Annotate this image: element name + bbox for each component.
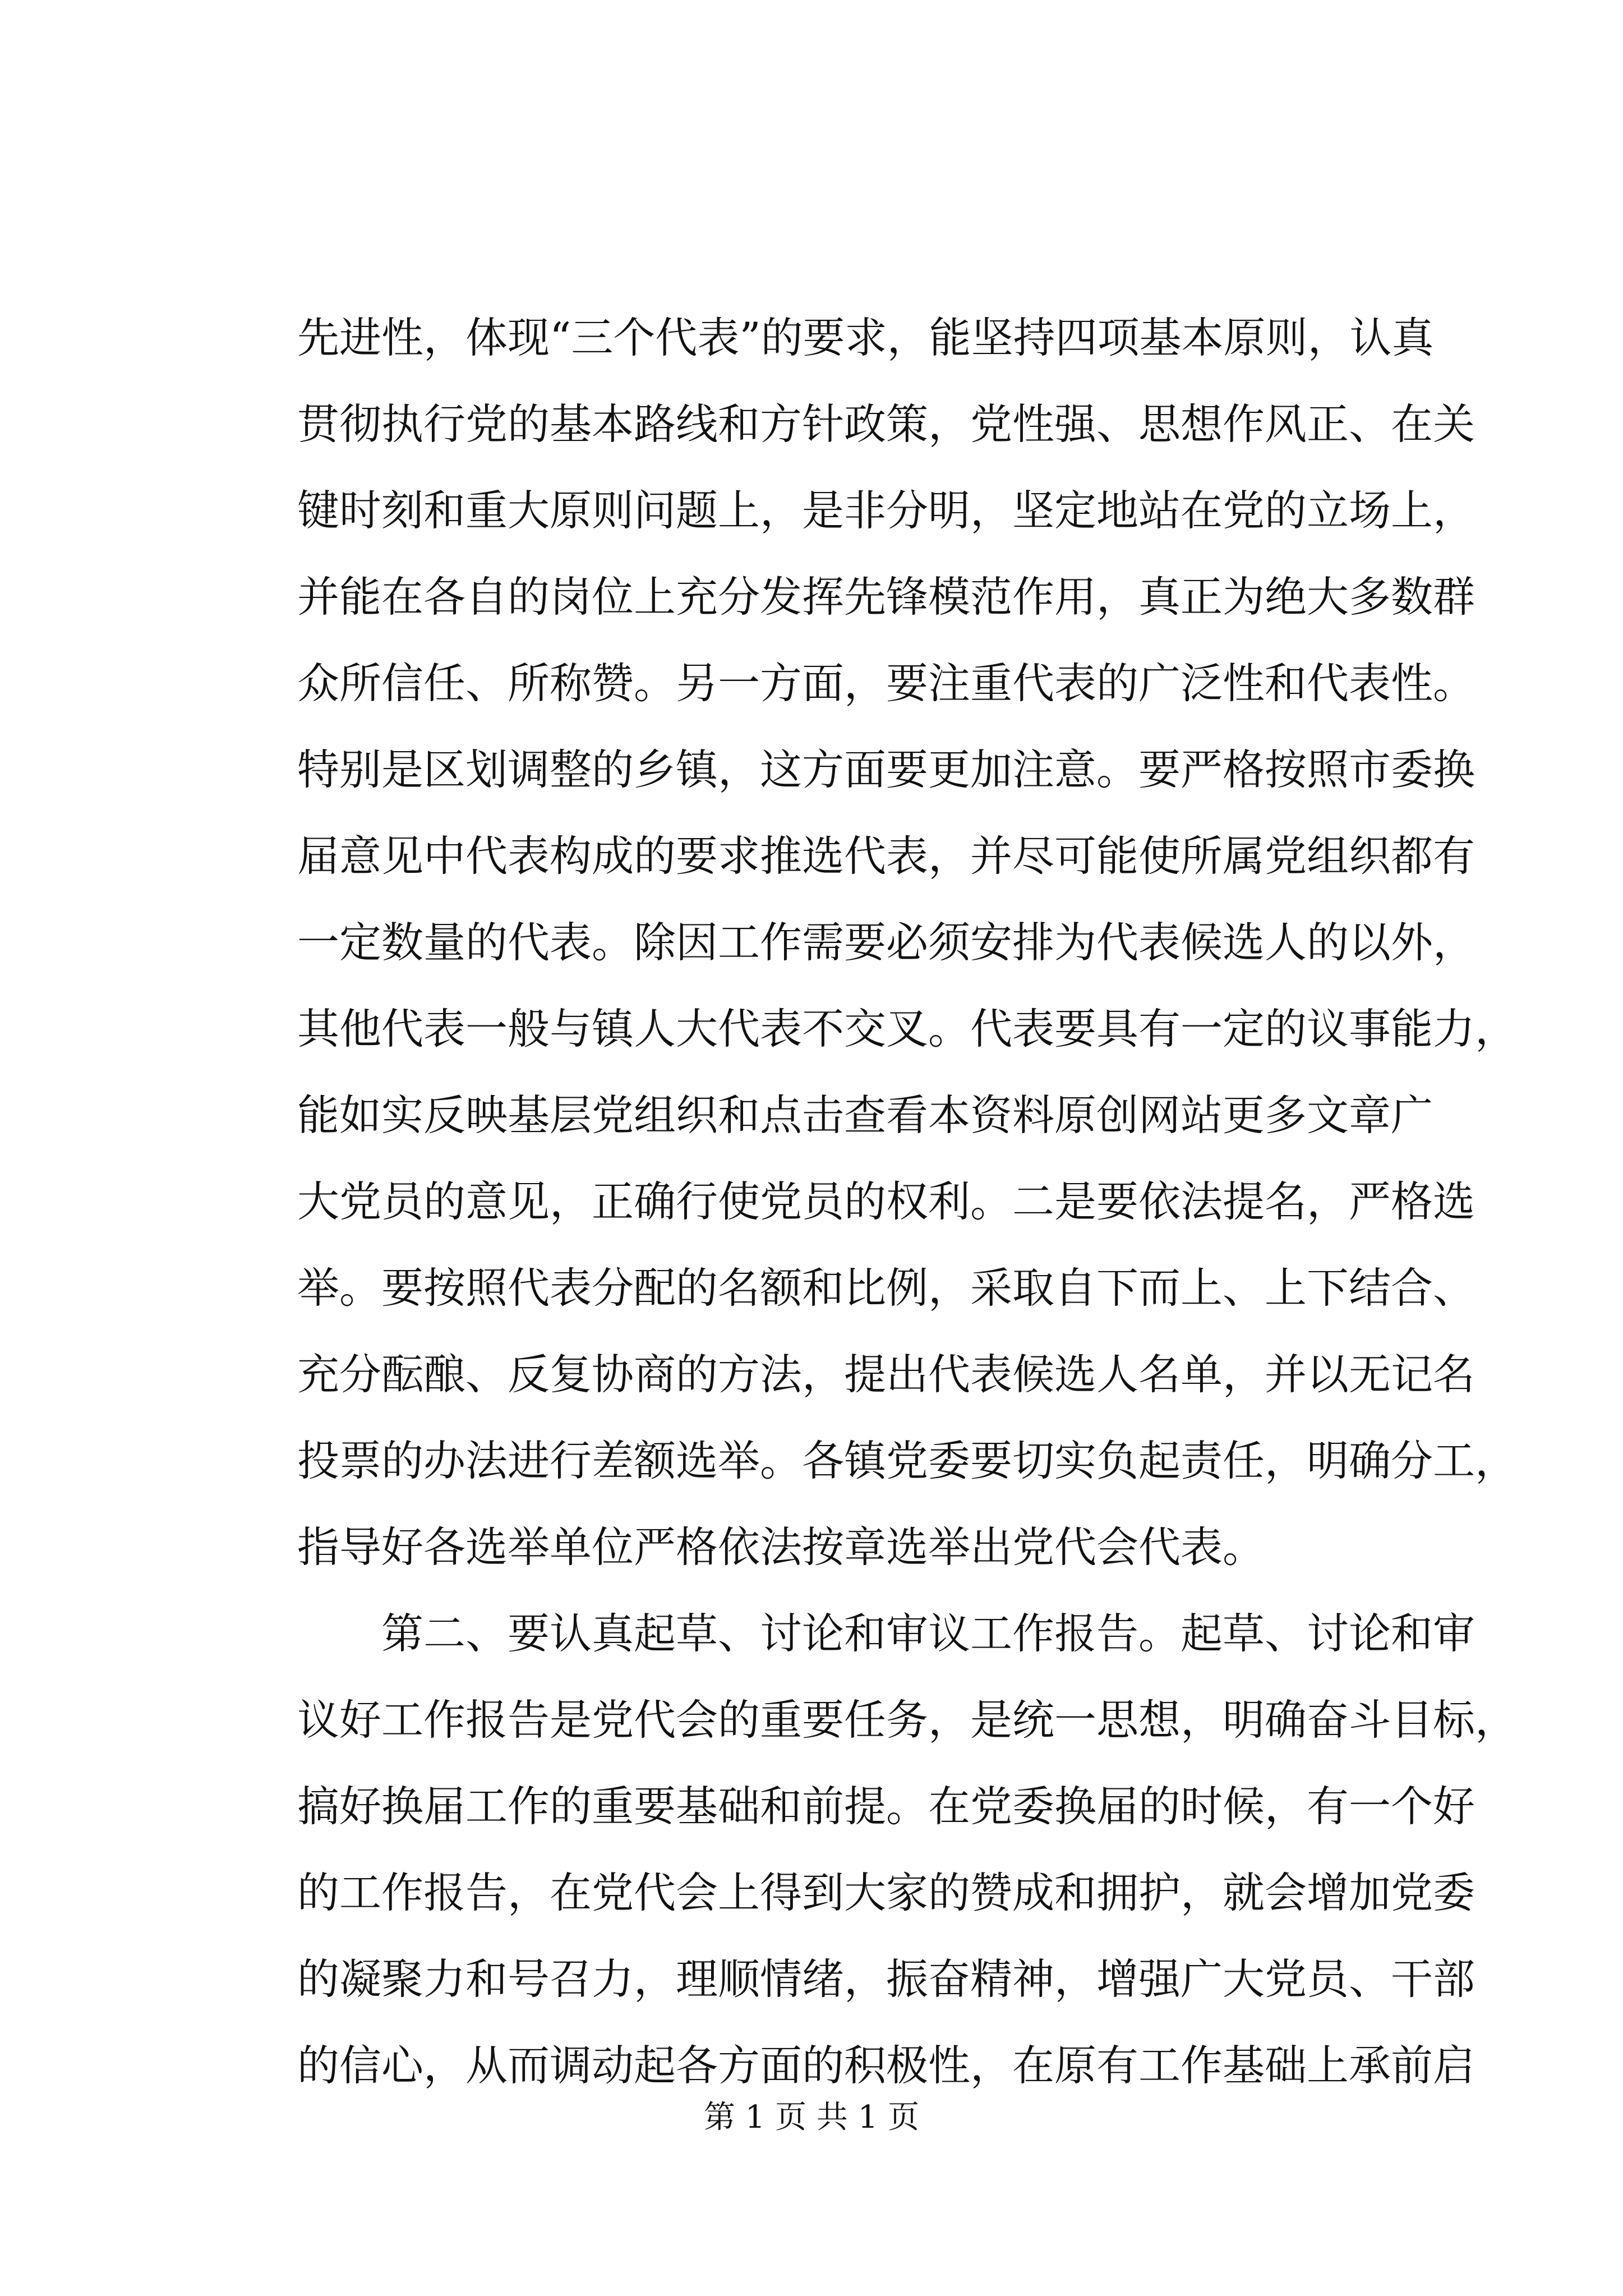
text-line: 并能在各自的岗位上充分发挥先锋模范作用，真正为绝大多数群: [297, 572, 1476, 622]
text-line: 众所信任、所称赞。另一方面，要注重代表的广泛性和代表性。: [297, 659, 1476, 708]
text-line: 大党员的意见，正确行使党员的权利。二是要依法提名，严格选: [297, 1177, 1476, 1226]
text-line: 的凝聚力和号召力，理顺情绪，振奋精神，增强广大党员、干部: [297, 1954, 1476, 2004]
text-line: 搞好换届工作的重要基础和前提。在党委换届的时候，有一个好: [297, 1782, 1476, 1831]
paragraph-first-line: 第二、要认真起草、讨论和审议工作报告。起草、讨论和审: [381, 1609, 1476, 1658]
text-line: 议好工作报告是党代会的重要任务，是统一思想，明确奋斗目标，: [297, 1695, 1518, 1745]
text-line: 充分酝酿、反复协商的方法，提出代表候选人名单，并以无记名: [297, 1350, 1476, 1399]
text-line: 先进性，体现“三个代表”的要求，能坚持四项基本原则，认真: [297, 313, 1434, 362]
text-line: 举。要按照代表分配的名额和比例，采取自下而上、上下结合、: [297, 1263, 1476, 1313]
text-line: 一定数量的代表。除因工作需要必须安排为代表候选人的以外，: [297, 918, 1476, 967]
body-text: [297, 295, 1518, 2109]
text-line: 的工作报告，在党代会上得到大家的赞成和拥护，就会增加党委: [297, 1868, 1476, 1917]
text-line: 贯彻执行党的基本路线和方针政策，党性强、思想作风正、在关: [297, 399, 1476, 449]
text-line: 届意见中代表构成的要求推选代表，并尽可能使所属党组织都有: [297, 831, 1476, 881]
text-line: 其他代表一般与镇人大代表不交叉。代表要具有一定的议事能力，: [297, 1004, 1518, 1053]
page-number-label: 第 1 页 共 1 页: [703, 2099, 920, 2136]
text-line: 特别是区划调整的乡镇，这方面要更加注意。要严格按照市委换: [297, 745, 1476, 794]
page-footer: [0, 2095, 1623, 2140]
text-line: 的信心，从而调动起各方面的积极性，在原有工作基础上承前启: [297, 2041, 1476, 2090]
text-line: 投票的办法进行差额选举。各镇党委要切实负起责任，明确分工，: [297, 1436, 1518, 1485]
text-line: 键时刻和重大原则问题上，是非分明，坚定地站在党的立场上，: [297, 486, 1476, 535]
text-line: 能如实反映基层党组织和点击查看本资料原创网站更多文章广: [297, 1091, 1433, 1140]
text-line: 指导好各选举单位严格依法按章选举出党代会代表。: [297, 1522, 1265, 1572]
